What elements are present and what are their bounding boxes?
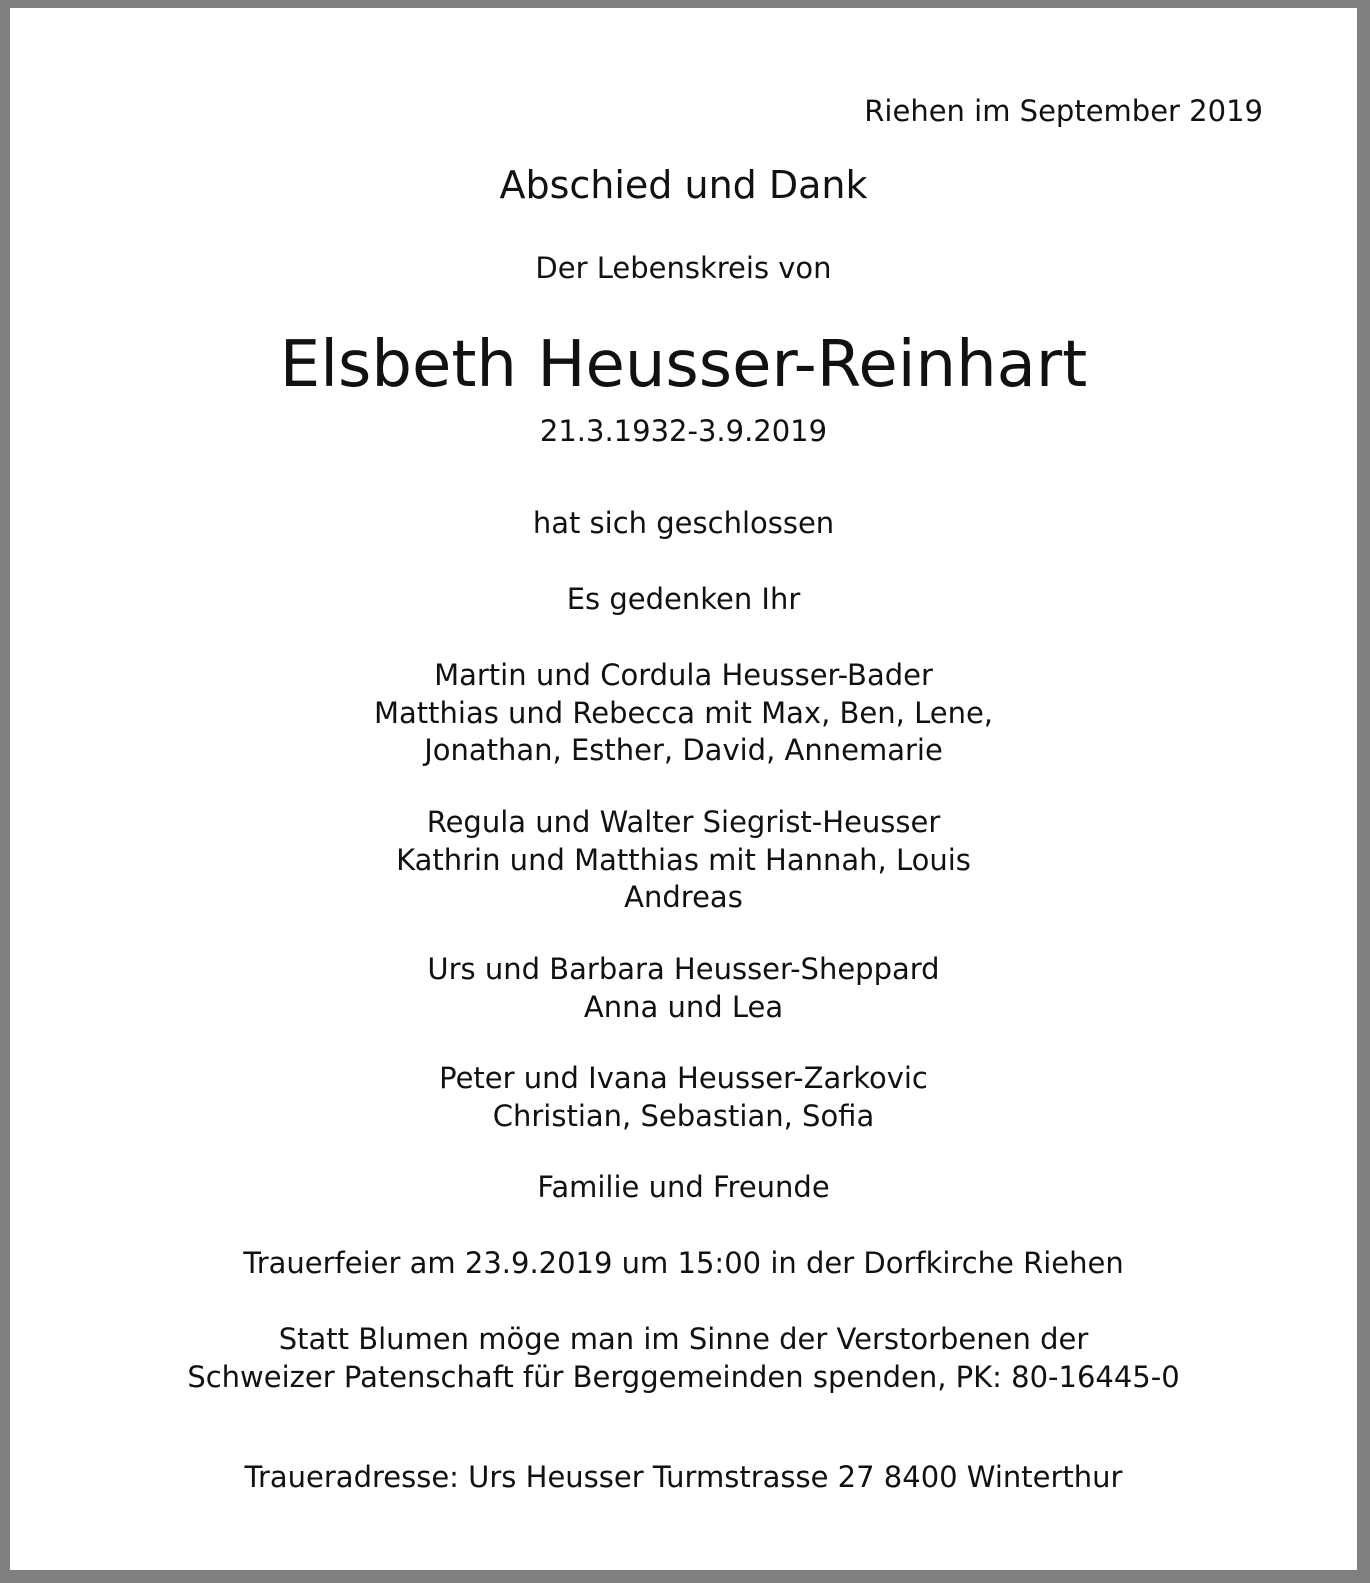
- family-line: Andreas: [624, 880, 743, 914]
- remembrance-intro: Es gedenken Ihr: [566, 582, 801, 616]
- family-and-friends: Familie und Freunde: [537, 1170, 830, 1204]
- family-line: Peter und Ivana Heusser-Zarkovic: [439, 1061, 928, 1095]
- obituary-page: [10, 8, 1357, 1570]
- heading: Abschied und Dank: [499, 163, 868, 207]
- closing-phrase: hat sich geschlossen: [532, 506, 835, 540]
- donation-line: Schweizer Patenschaft für Berggemeinden spenden, PK: 80-16445-0: [187, 1359, 1180, 1394]
- family-line: Martin und Cordula Heusser-Bader: [434, 658, 933, 692]
- family-group-urs: [10, 951, 1357, 1026]
- family-line: Matthias und Rebecca mit Max, Ben, Lene,: [373, 695, 994, 730]
- deceased-name: Elsbeth Heusser-Reinhart: [279, 328, 1088, 402]
- place-date: Riehen im September 2019: [864, 94, 1263, 128]
- family-group-martin: [10, 657, 1357, 770]
- family-group-peter: [10, 1060, 1357, 1135]
- family-line: Christian, Sebastian, Sofia: [492, 1098, 875, 1133]
- mourning-address: Traueradresse: Urs Heusser Turmstrasse 27 8400 Winterthur: [244, 1460, 1123, 1494]
- donation-note: [10, 1321, 1357, 1396]
- family-line: Jonathan, Esther, David, Annemarie: [424, 733, 943, 767]
- family-line: Kathrin und Matthias mit Hannah, Louis: [396, 842, 971, 877]
- family-line: Anna und Lea: [583, 989, 784, 1024]
- family-line: Urs und Barbara Heusser-Sheppard: [427, 952, 940, 986]
- funeral-service: Trauerfeier am 23.9.2019 um 15:00 in der Dorfkirche Riehen: [243, 1246, 1124, 1280]
- family-group-regula: [10, 804, 1357, 917]
- intro-text: Der Lebenskreis von: [535, 251, 832, 285]
- life-dates: 21.3.1932-3.9.2019: [539, 414, 828, 448]
- donation-line: Statt Blumen möge man im Sinne der Verstorbenen der: [278, 1322, 1089, 1356]
- family-line: Regula und Walter Siegrist-Heusser: [426, 805, 941, 839]
